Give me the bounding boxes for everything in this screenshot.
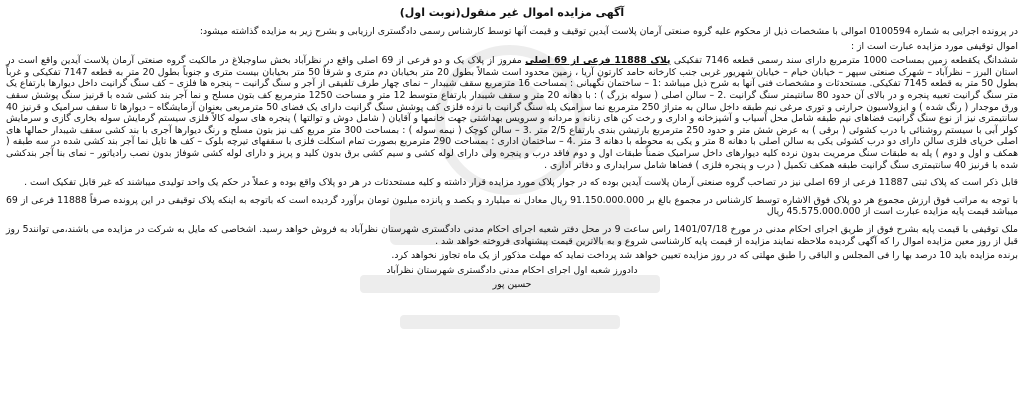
signature-name: حسین پور	[492, 279, 532, 291]
note-paragraph: قابل ذکر است که پلاک ثبتی 11887 فرعی از 69 اصلی نیز در تصاحب گروه صنعتی آرمان پلاست آیدین بوده که در جوار پلاک مورد مزایده قرار داشته و کلیه مستحدثات در هر دو پلاک واقع بوده و عملاً در حکم یک واحد تولیدی میباشند که غیر قابل تفکیک است .	[24, 177, 1018, 189]
notice-title: آگهی مزایده اموال غیر منقول(نوبت اول)	[399, 6, 625, 19]
property-description	[6, 55, 1018, 171]
seized-heading: اموال توقیفی مورد مزایده عبارت است از :	[850, 40, 1018, 52]
auction-notice	[6, 0, 1018, 401]
terms-paragraph: برنده مزایده باید 10 درصد بها را فی المجلس و الباقی را طبق مهلتی که در روز مزایده تعیین خواهد شد پرداخت نماید که مهلت مذکور از یک ماه تجاوز نخواهد کرد.	[391, 250, 1018, 262]
auction-paragraph: ملک توقیفی با قیمت پایه بشرح فوق از طریق اجرای احکام مدنی در مورخ 1401/07/18 راس ساعت 9 در محل دفتر شعبه اجرای احکام مدنی دادگستری شهرستان نظرآباد به فروش خواهد رسید. اشخاصی که مایل به شرکت در مزایده می باشند،می توانند5 روز قبل از روز معین مزایده اموال را که آگهی گردیده ملاحظه نمایند مزایده از قیمت پایه کارشناسی شروع و به بالاترین قیمت پیشنهادی فروخته خواهد شد .	[6, 223, 1018, 247]
description-pre: ششدانگ یکقطعه زمین بمساحت 1000 مترمربع دارای سند رسمی قطعه 7146 تفکیکی	[670, 55, 1018, 67]
valuation-paragraph: با توجه به مراتب فوق ارزش مجموع هر دو پلاک فوق الاشاره توسط کارشناس در مجموع بالغ بر 91.150.000.000 ریال معادل نه میلیارد و یکصد و پانزده میلیون تومان برآورد گردیده است که باتوجه به اینکه پلاک توقیفی در این پرونده صرفاً 11888 فرعی از 69 میباشد قیمت پایه مزایده عبارت است از 45.575.000.000 ریال	[6, 194, 1019, 218]
signature-title: دادورز شعبه اول اجرای احکام مدنی دادگستری شهرستان نظرآباد	[386, 264, 638, 276]
plate-number: پلاک 11888 فرعی از 69 اصلی	[525, 55, 671, 67]
intro-paragraph: در پرونده اجرایی به شماره 0100594 اموالی با مشخصات ذیل از محکوم علیه گروه صنعتی آرمان پلاست آیدین توقیف و قیمت آنها توسط کارشناس رسمی دادگستری ارزیابی و بشرح زیر به مزایده گذاشته میشود:	[199, 26, 1018, 37]
description-post: مفروز از پلاک یک و دو فرعی از 69 اصلی واقع در نظرآباد بخش ساوجبلاغ در مالکیت گروه صنعتی آرمان پلاست آیدین واقع است در استان البرز – نظرآباد – شهرک صنعتی سپهر – خیابان خیام – خیابان شهریور غربی جنب کارخانه حامد کارتون آریا ، زمین محدود است شمالاً بطول 20 متر بخیابان دم متری و شرقاً 50 متر بخیابان بیست متری و جنوباً بطول 20 متر به قطعه 7147 تفکیکی و غرباً بطول 50 متر به قطعه 7145 تفکیکی. مستحدثات و مشخصات فنی آنها به شرح ذیل میباشد :1 – ساختمان نگهبانی : بمساحت 16 مترمربع سقف شیبدار – نمای چهار طرف تلفیقی از آجر و سنگ گرانیت – پنجره ها فلزی – کف سنگ گرانیت داخل دیوارها بارتفاع یک متر سنگ گرانیت تعبیه پنجره و در بالای آن حدود 80 سانتیمتر سنگ گرانیت .2 – سالن اصلی ( سوله بزرگ ) : با دهانه 20 متر و سقف شیبدار بارتفاع متوسط 12 متر و مساحت 1250 مترمربع کف بتون مسلح و نما آجر بند کشی شده با قرنیز سنگ پوشش سقف ورق موجدار ( رنگ شده ) و ایزولاسیون حرارتی و توری مرغی نیم طبقه داخل سالن به متراژ 250 مترمربع نما سرامیک پله سنگ گرانیت با نرده فلزی کف پوشش سنگ گرانیت دارای یک فضای 50 مترمربعی بعنوان آزمایشگاه – دیوارها تا سقف سرامیک و قرنیز 40 سانتیمتری نیز از نوع سنگ گرانیت فضاهای نیم طبقه شامل محل آسیاب و آشپزخانه و اداری و رخت کن های زنانه و مردانه و سرویس بهداشتی جهت خانمها و آقایان ( شامل دوش و توالتها ) پنجره های سوله کالاً فلزی سیستم گرمایش سوله بخاری گازی و سرمایش کولر آبی با سیستم روشنائی با درب کشوئی ( برقی ) به عرض شش متر و حدود 250 مترمربع بارتیشن بندی بارتفاع 2/5 متر .3 – سالن کوچک ( نیمه سوله ) : بمساحت 300 متر مربع کف نیز بتون مسلح و رنگ دیوارها آجری با بند کشی سقف شیبدار حمالها های اصلی خرپای فلزی سالن دارای دو درب کشوئی یکی به سالن اصلی با دهانه 8 متر و یکی به محوطه با دهانه 3 متر .4 – ساختمان اداری : بمساحت 290 مترمربع بصورت تمام اسکلت فلزی با سقفهای تیرچه بلوک – کف ها تایل نما آجر بند کشی شده در سه طبقه ( همکف و اول و دوم ) پله به طبقات سنگ مرمریت بدون نرده کلیه دیوارهای داخل سرامیک ضمناً طبقات اول و دوم فاقد درب و پنجره ولی دارای لوله کشی و سیم کشی برق بدون کلید و پریز و دارای لوله کشی شوفاژ بدون نصب رادیاتور – نمای بنا آجر بندکشی شده با قرنیز 40 سانتیمتری سنگ گرانیت طبقه همکف تکمیل ( درب و پنجره فلزی ) فضاها شامل سرایداری و دفاتر اداری .	[6, 55, 1019, 171]
